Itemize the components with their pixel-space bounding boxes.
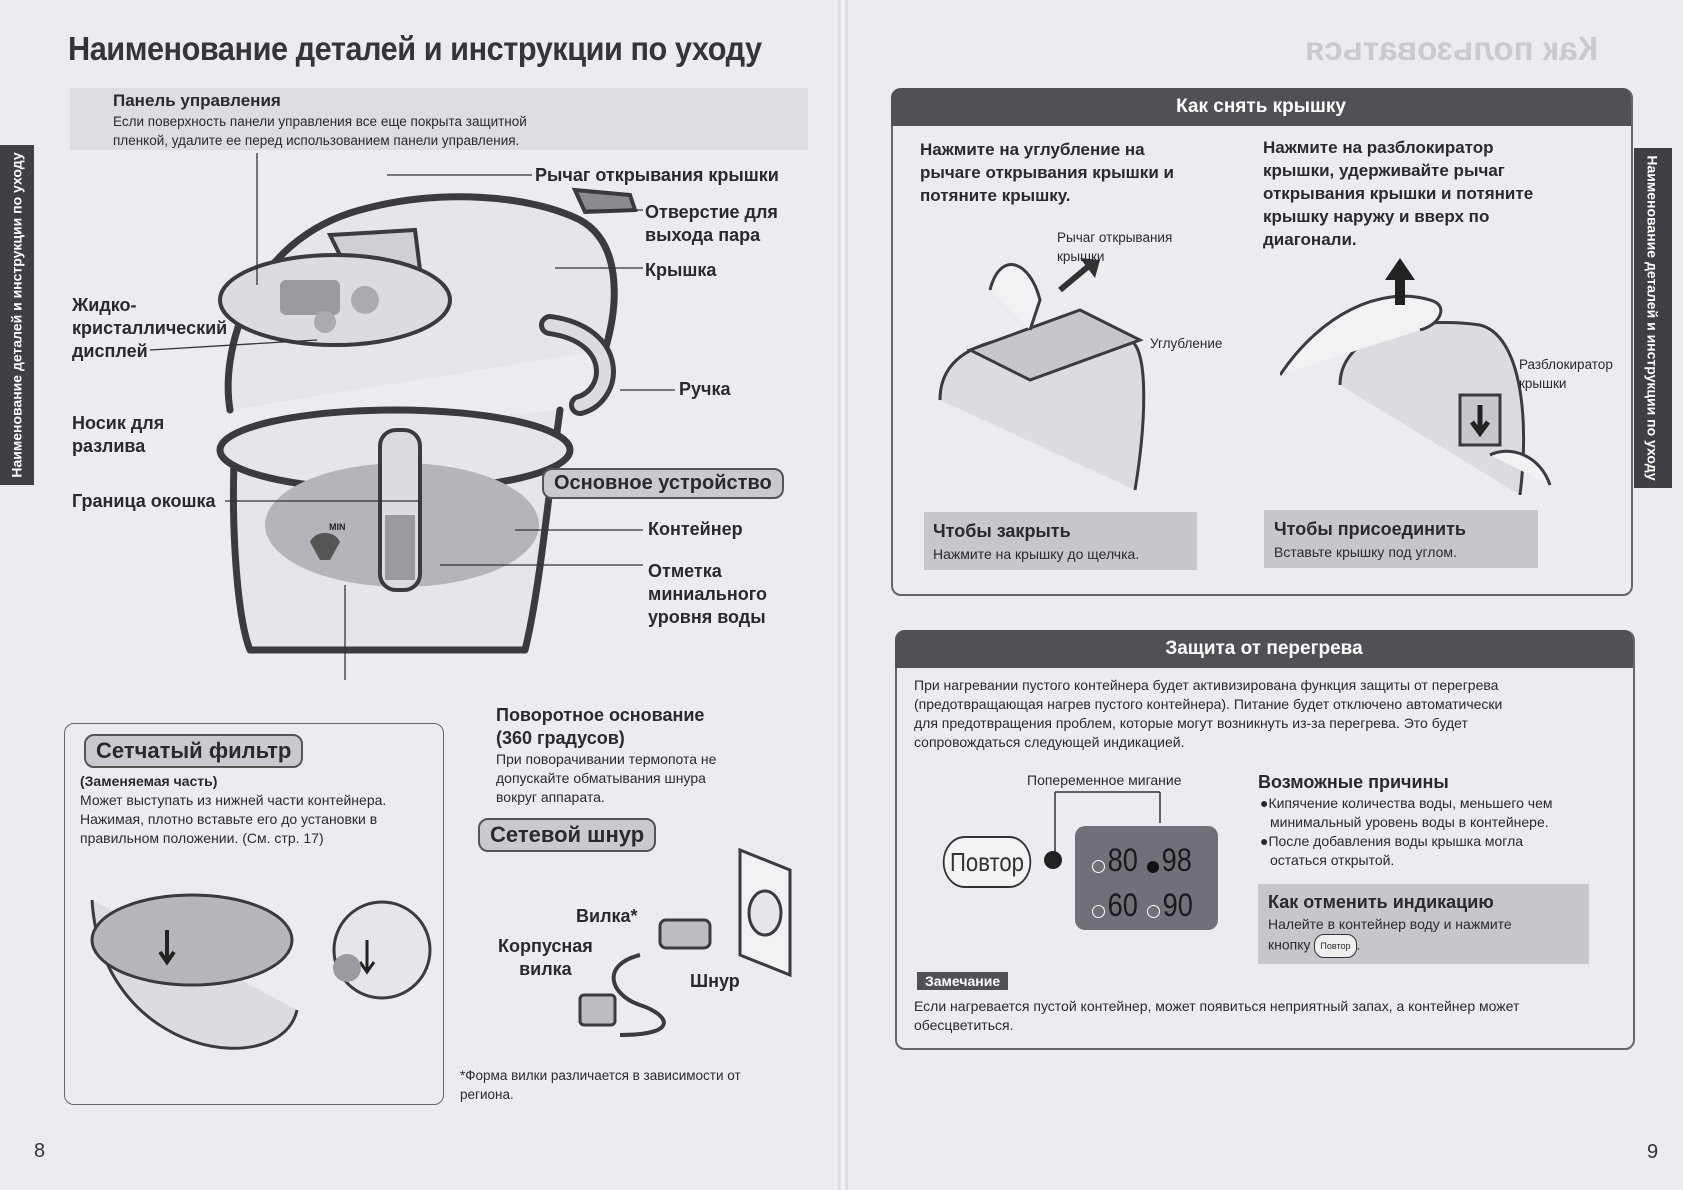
overheat-text: При нагревании пустого контейнера будет активизирована функция защиты от перегрева (предотвращающая нагрев пустого контейнера). Питание будет отключено автоматически для предотвращения проблем, которые могут возникнуть из-за перегрева. Это будет сопровождаться следующей индикацией. (914, 677, 1503, 750)
note-tag: Замечание (917, 972, 1008, 990)
control-panel-heading: Панель управления (113, 91, 281, 110)
lcd-row-1: 80 98 (1092, 842, 1222, 879)
control-panel-text: Если поверхность панели управления все еще покрыта защитной пленкой, удалите ее перед использованием панели управления. (113, 114, 527, 148)
swivel-base-section: Поворотное основание (360 градусов) При поворачивании термопота не допускайте обматывания шнура вокруг аппарата. (496, 705, 717, 805)
power-cord-illustration (560, 845, 800, 1045)
note-text: Если нагревается пустой контейнер, может появиться неприятный запах, а контейнер может обесцветиться. (914, 998, 1520, 1033)
plug-footnote: *Форма вилки различается в зависимости от региона. (460, 1068, 741, 1102)
indicator-dot (1044, 851, 1062, 869)
side-tab-right: Наименование деталей и инструкции по уходу (1634, 148, 1672, 488)
label-container: Контейнер (648, 519, 743, 539)
label-lid-lever: Рычаг открывания крышки (535, 165, 779, 185)
label-steam-vent: Отверстие для выхода пара (645, 202, 778, 245)
cancel-indication-text: Налейте в контейнер воду и нажмите кнопку Повтор . (1268, 914, 1512, 958)
label-cord: Шнур (690, 971, 740, 991)
label-lid: Крышка (645, 260, 717, 280)
causes-list: ●Кипячение количества воды, меньшего чем минимальный уровень воды в контейнере. ●После добавления воды крышка могла остаться открытой. (1260, 795, 1553, 868)
lid-removal-illustration-1 (930, 230, 1180, 490)
page-title: Наименование деталей и инструкции по уходу (68, 30, 762, 67)
main-unit-badge: Основное устройство (542, 468, 784, 499)
mesh-filter-title: Сетчатый фильтр (84, 734, 303, 768)
attach-lid-title: Чтобы присоединить (1274, 519, 1466, 539)
remove-lid-title: Как снять крышку (891, 88, 1631, 126)
mesh-filter-illustration (82, 860, 432, 1075)
label-appliance-plug: Корпусная вилка (498, 936, 593, 979)
book-gutter (838, 0, 848, 1190)
remove-lid-step2: Нажмите на разблокиратор крышки, удерживайте рычаг открывания крышки и потяните крышку наружу и вверх по диагонали. (1263, 138, 1534, 249)
remove-lid-step1: Нажмите на углубление на рычаге открывания крышки и потяните крышку. (920, 140, 1174, 205)
min-level-tick: MIN (329, 522, 346, 532)
label-lcd: Жидко- кристаллический дисплей (72, 295, 228, 361)
ghost-title: Как пользоваться (1305, 30, 1599, 67)
label-plug: Вилка* (576, 906, 638, 926)
close-lid-text: Нажмите на крышку до щелчка. (933, 546, 1140, 562)
thermopot-illustration (60, 150, 700, 670)
attach-lid-text: Вставьте крышку под углом. (1274, 544, 1457, 560)
page-number-left: 8 (34, 1140, 46, 1162)
label-window-border: Граница окошка (72, 491, 216, 511)
label-spout: Носик для разлива (72, 413, 165, 456)
cancel-indication-title: Как отменить индикацию (1268, 892, 1494, 912)
overheat-title: Защита от перегрева (895, 630, 1633, 668)
alternate-blink-label: Попеременное мигание (1027, 772, 1182, 788)
side-tab-left: Наименование деталей и инструкции по уходу (0, 145, 34, 485)
label-lid-lever-small: Рычаг открывания крышки (1057, 230, 1173, 264)
label-handle: Ручка (679, 379, 731, 399)
label-recess: Углубление (1150, 336, 1223, 351)
repeat-button[interactable]: Повтор (943, 836, 1031, 888)
label-min-mark: Отметка миниального уровня воды (648, 561, 767, 627)
mesh-filter-text: (Заменяемая часть) Может выступать из нижней части контейнера. Нажимая, плотно вставьте его до установки в правильном положении. (См. стр. 17) (80, 773, 387, 846)
repeat-button-mini: Повтор (1314, 934, 1356, 958)
causes-title: Возможные причины (1258, 772, 1449, 792)
close-lid-title: Чтобы закрыть (933, 521, 1071, 541)
power-cord-title: Сетевой шнур (478, 818, 656, 852)
lcd-row-2: 60 90 (1092, 887, 1222, 924)
page-number-right: 9 (1647, 1141, 1659, 1163)
label-lid-release: Разблокиратор крышки (1519, 357, 1613, 391)
